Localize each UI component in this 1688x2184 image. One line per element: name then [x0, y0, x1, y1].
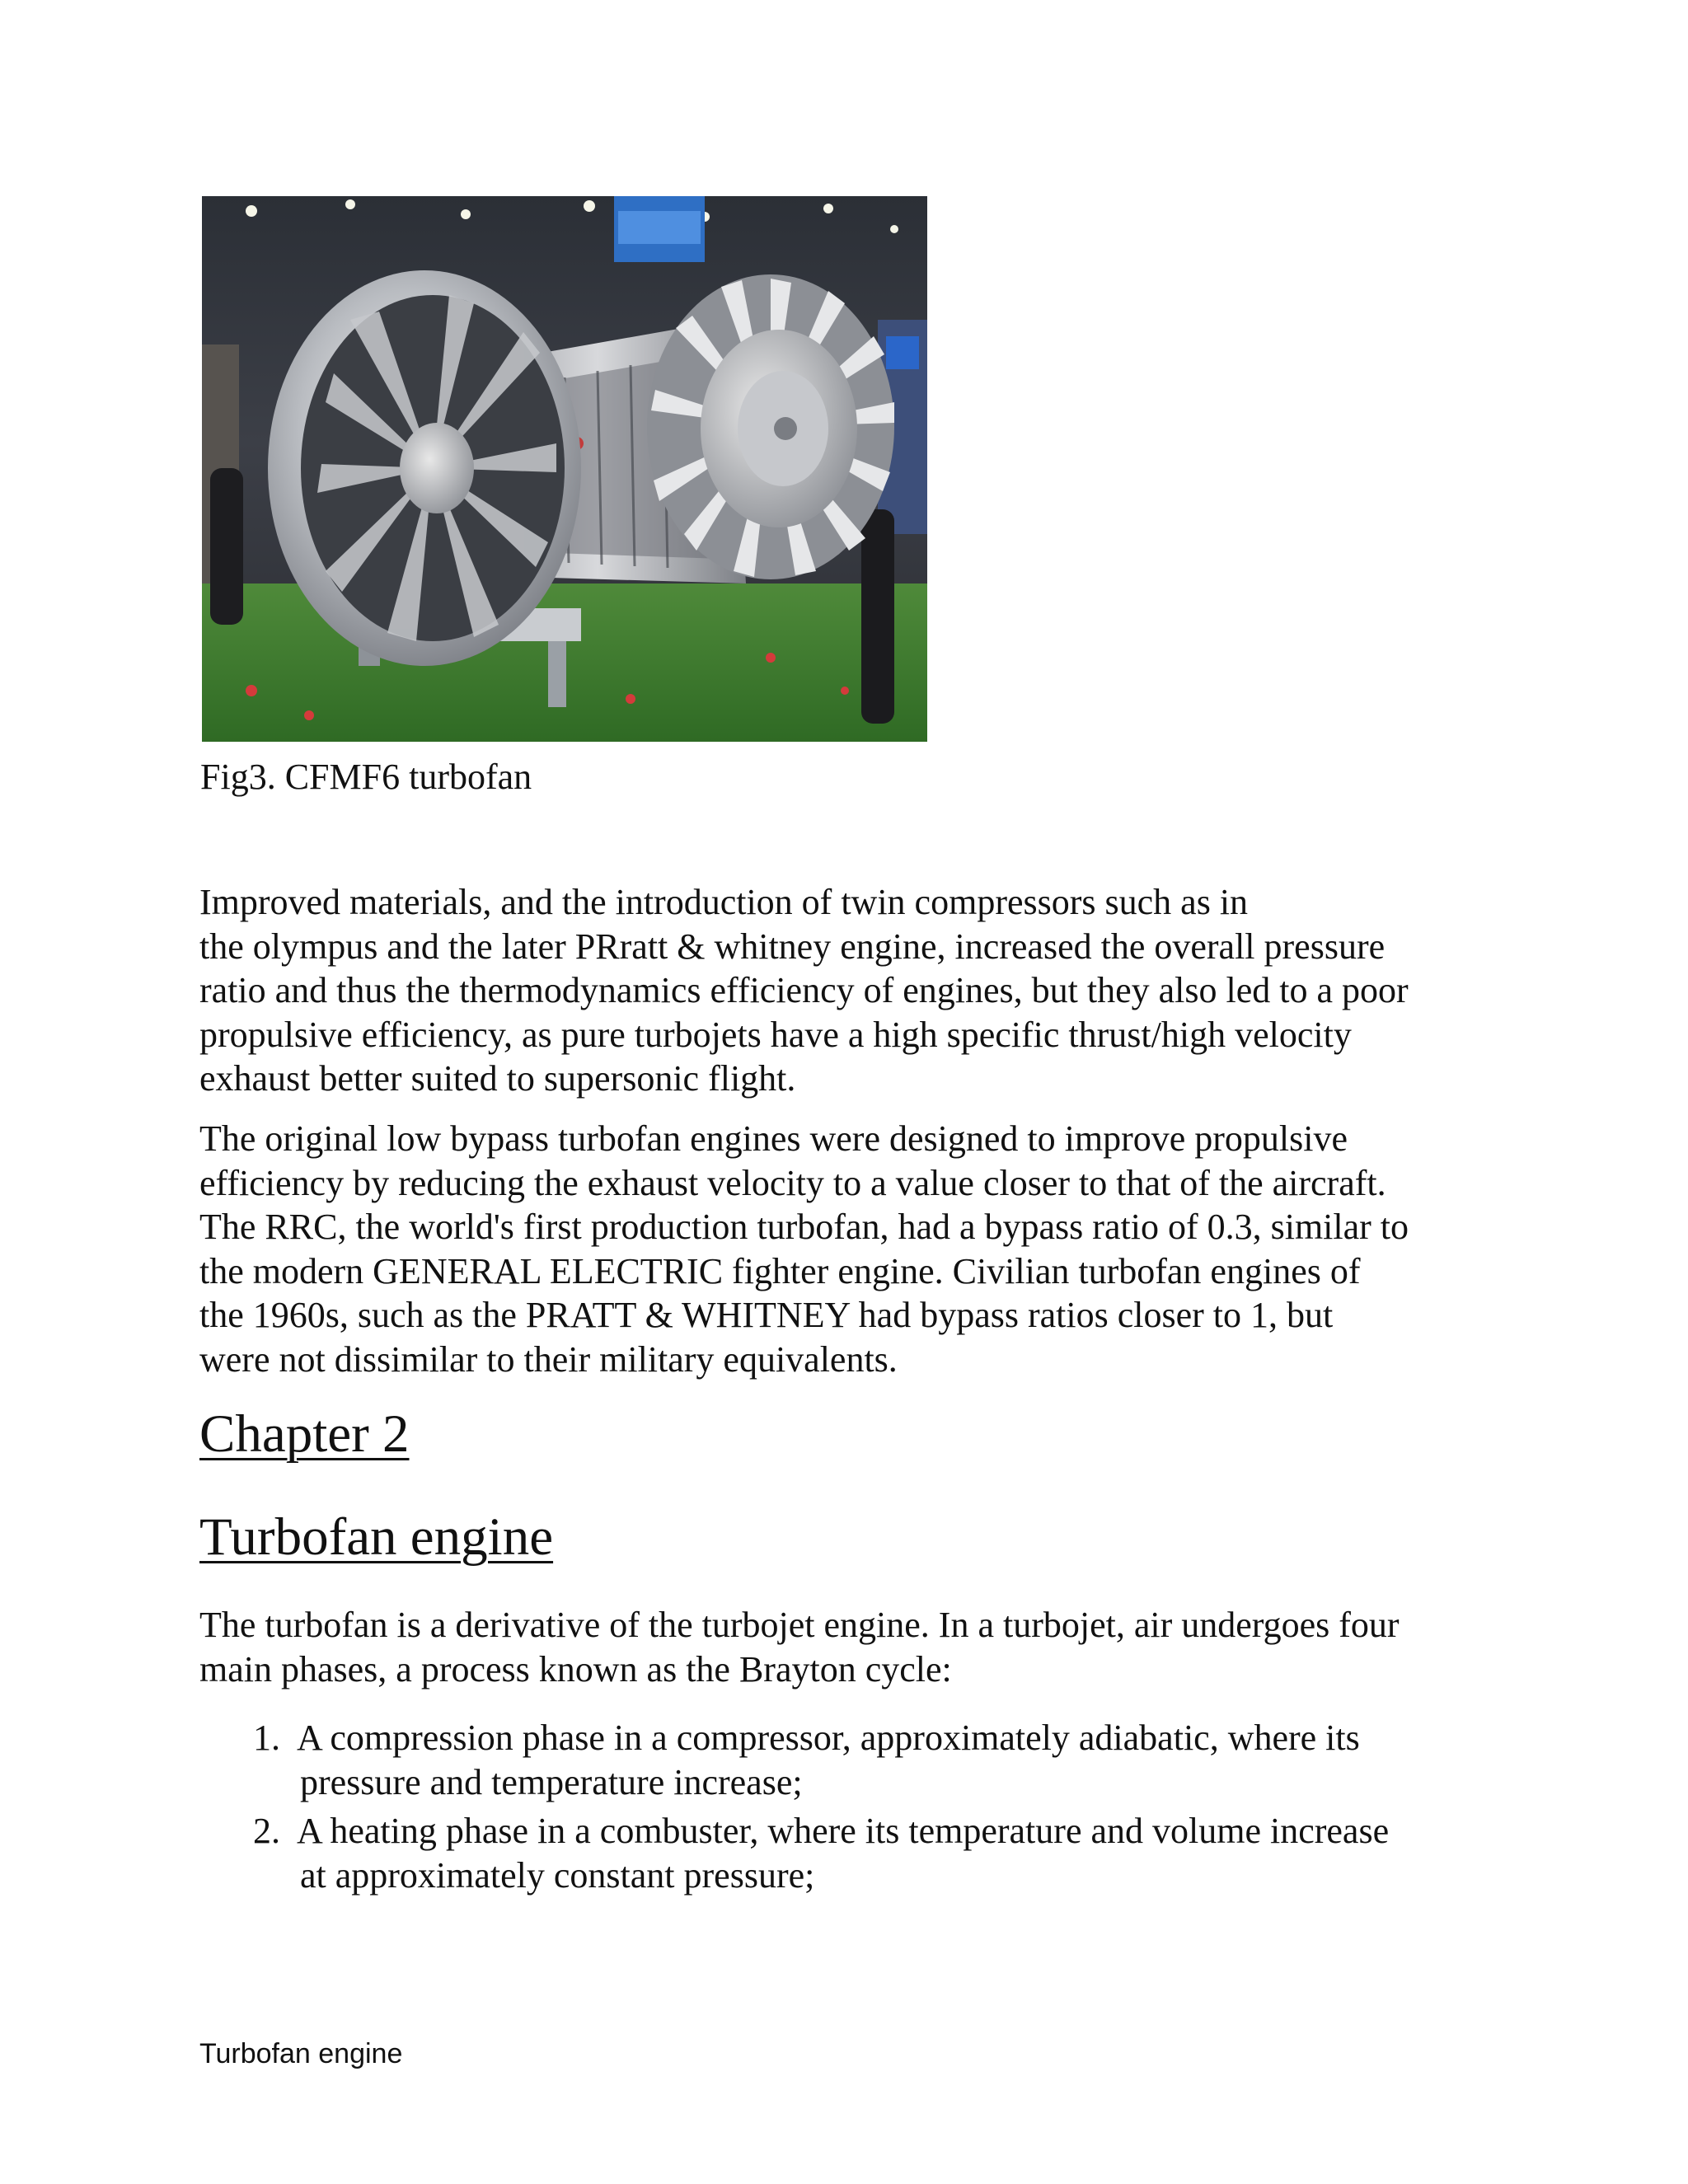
paragraph-brayton: [199, 1603, 1518, 1691]
text-line: propulsive efficiency, as pure turbojets have a high specific thrust/high velocity: [199, 1014, 1352, 1055]
engine-photo-image: [202, 196, 927, 742]
text-line: Improved materials, and the introduction of twin compressors such as in: [199, 882, 1249, 922]
text-line: the 1960s, such as the PRATT & WHITNEY had bypass ratios closer to 1, but: [199, 1295, 1334, 1335]
chapter-heading: Chapter 2: [199, 1404, 410, 1464]
text-line: pressure and temperature increase;: [300, 1761, 803, 1802]
list-item: [0, 1809, 1688, 1897]
text-line: The turbofan is a derivative of the turbojet engine. In a turbojet, air undergoes four: [199, 1605, 1400, 1645]
paragraph-materials: [199, 880, 1518, 1101]
text-line: A heating phase in a combuster, where its temperature and volume increase: [297, 1811, 1390, 1851]
text-line: The original low bypass turbofan engines were designed to improve propulsive: [199, 1118, 1348, 1159]
text-line: The RRC, the world's first production turbofan, had a bypass ratio of 0.3, similar to: [199, 1207, 1409, 1247]
text-line: at approximately constant pressure;: [300, 1854, 815, 1896]
paragraph-low-bypass: [199, 1117, 1518, 1381]
text-line: were not dissimilar to their military equivalents.: [199, 1338, 898, 1380]
section-heading: Turbofan engine: [199, 1507, 554, 1567]
text-line: efficiency by reducing the exhaust velocity to a value closer to that of the aircraft.: [199, 1162, 1386, 1203]
text-line: the modern GENERAL ELECTRIC fighter engine. Civilian turbofan engines of: [199, 1250, 1361, 1291]
text-line: main phases, a process known as the Brayton cycle:: [199, 1648, 952, 1690]
text-line: exhaust better suited to supersonic flight.: [199, 1058, 796, 1099]
text-line: ratio and thus the thermodynamics efficiency of engines, but they also led to a poor: [199, 970, 1409, 1010]
list-number: 1.: [253, 1718, 280, 1758]
list-number: 2.: [253, 1811, 280, 1851]
text-line: A compression phase in a compressor, approximately adiabatic, where its: [297, 1718, 1360, 1758]
figure-caption: Fig3. CFMF6 turbofan: [200, 757, 532, 797]
engine-photo: [202, 196, 927, 742]
list-item-text: [297, 1809, 1688, 1897]
text-line: the olympus and the later PRratt & whitney engine, increased the overall pressure: [199, 926, 1386, 967]
list-item-text: [297, 1716, 1688, 1804]
page-footer: Turbofan engine: [199, 2038, 403, 2069]
brayton-phase-list: [0, 1716, 1688, 1902]
list-item: [0, 1716, 1688, 1804]
